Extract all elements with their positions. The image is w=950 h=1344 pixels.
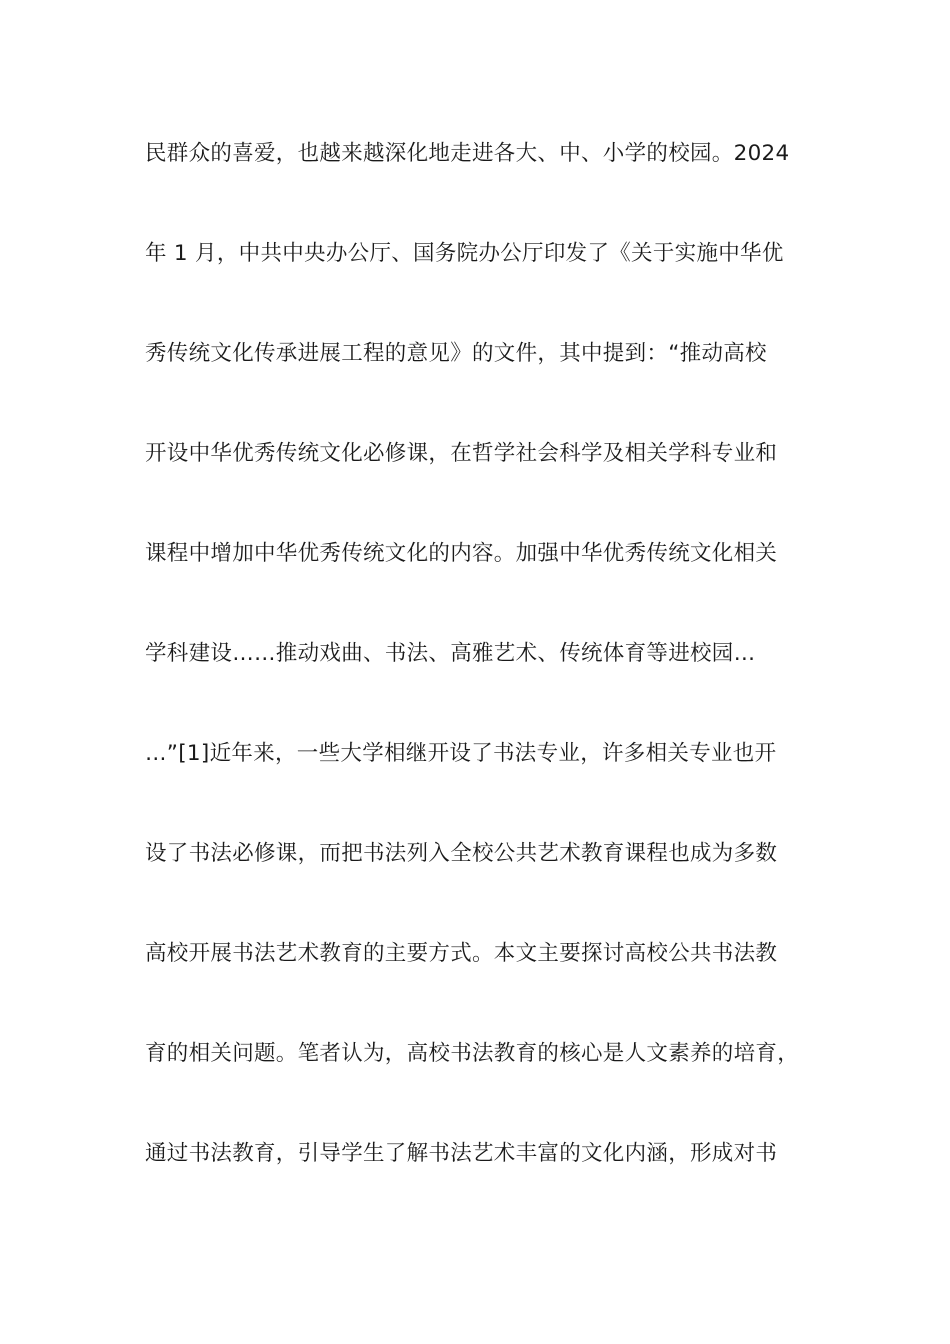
text-line: 通过书法教育，引导学生了解书法艺术丰富的文化内涵，形成对书 — [145, 1141, 778, 1166]
text-line: 育的相关问题。笔者认为，高校书法教育的核心是人文素养的培育， — [145, 1041, 800, 1066]
text-line: 高校开展书法艺术教育的主要方式。本文主要探讨高校公共书法教 — [145, 941, 778, 966]
text-line: 开设中华优秀传统文化必修课，在哲学社会科学及相关学科专业和 — [145, 441, 778, 466]
text-line: 学科建设……推动戏曲、书法、高雅艺术、传统体育等进校园… — [145, 641, 756, 666]
text-line: 年 1 月，中共中央办公厅、国务院办公厅印发了《关于实施中华优 — [145, 241, 784, 266]
text-line: …”[1]近年来，一些大学相继开设了书法专业，许多相关专业也开 — [145, 741, 777, 766]
text-line: 课程中增加中华优秀传统文化的内容。加强中华优秀传统文化相关 — [145, 541, 778, 566]
text-line: 设了书法必修课，而把书法列入全校公共艺术教育课程也成为多数 — [145, 841, 778, 866]
body-text — [145, 132, 835, 1232]
text-line: 民群众的喜爱，也越来越深化地走进各大、中、小学的校园。2024 — [145, 141, 790, 166]
text-line: 秀传统文化传承进展工程的意见》的文件，其中提到：“推动高校 — [145, 341, 767, 366]
